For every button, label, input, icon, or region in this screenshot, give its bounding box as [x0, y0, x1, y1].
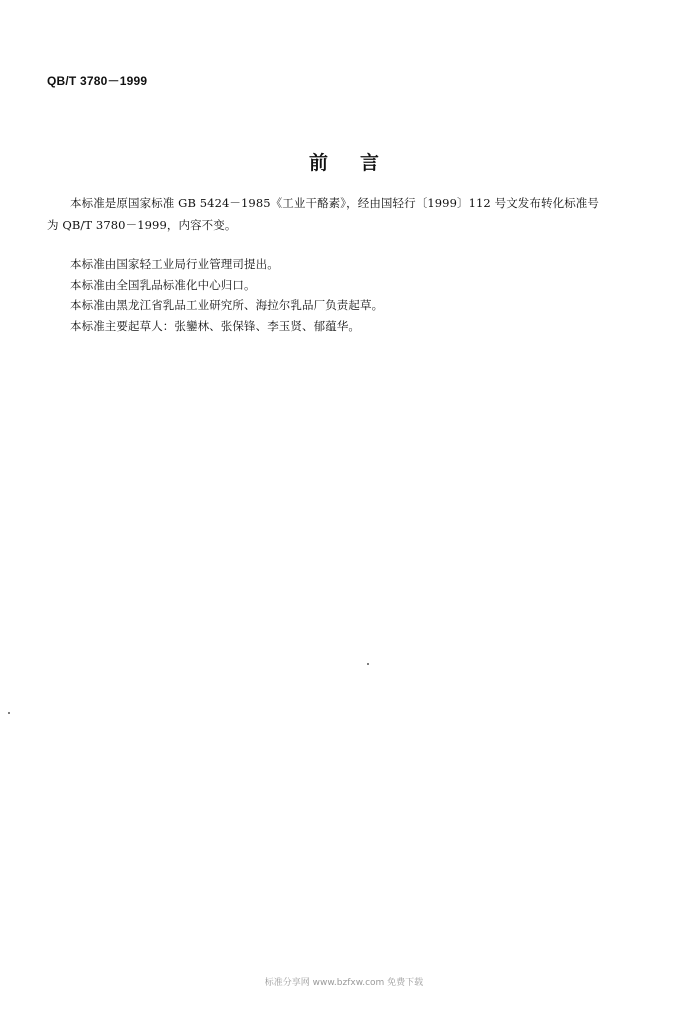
paragraph-4: 本标准由黑龙江省乳品工业研究所、海拉尔乳品厂负责起草。 [70, 298, 384, 312]
paragraph-2: 本标准由国家轻工业局行业管理司提出。 [70, 257, 279, 271]
footer-watermark: 标准分享网 www.bzfxw.com 免费下载 [264, 978, 424, 988]
scan-speck [367, 663, 369, 665]
paragraph-1-line-1: 本标准是原国家标准 GB 5424－1985《工业干酪素》，经由国轻行〔1999〕112 号文发布转化标准号 [70, 196, 599, 210]
title-char-1: 前 [308, 152, 328, 174]
title-char-2: 言 [360, 152, 380, 174]
paragraph-1-line-2: 为 QB/T 3780－1999，内容不变。 [47, 218, 237, 232]
standard-code: QB/T 3780－1999 [47, 74, 148, 88]
page-title [0, 148, 688, 175]
paragraph-5: 本标准主要起草人：张鑾林、张保锋、李玉贤、郁蕴华。 [70, 319, 360, 333]
paragraph-3: 本标准由全国乳品标准化中心归口。 [70, 278, 256, 292]
scan-speck [8, 712, 10, 714]
